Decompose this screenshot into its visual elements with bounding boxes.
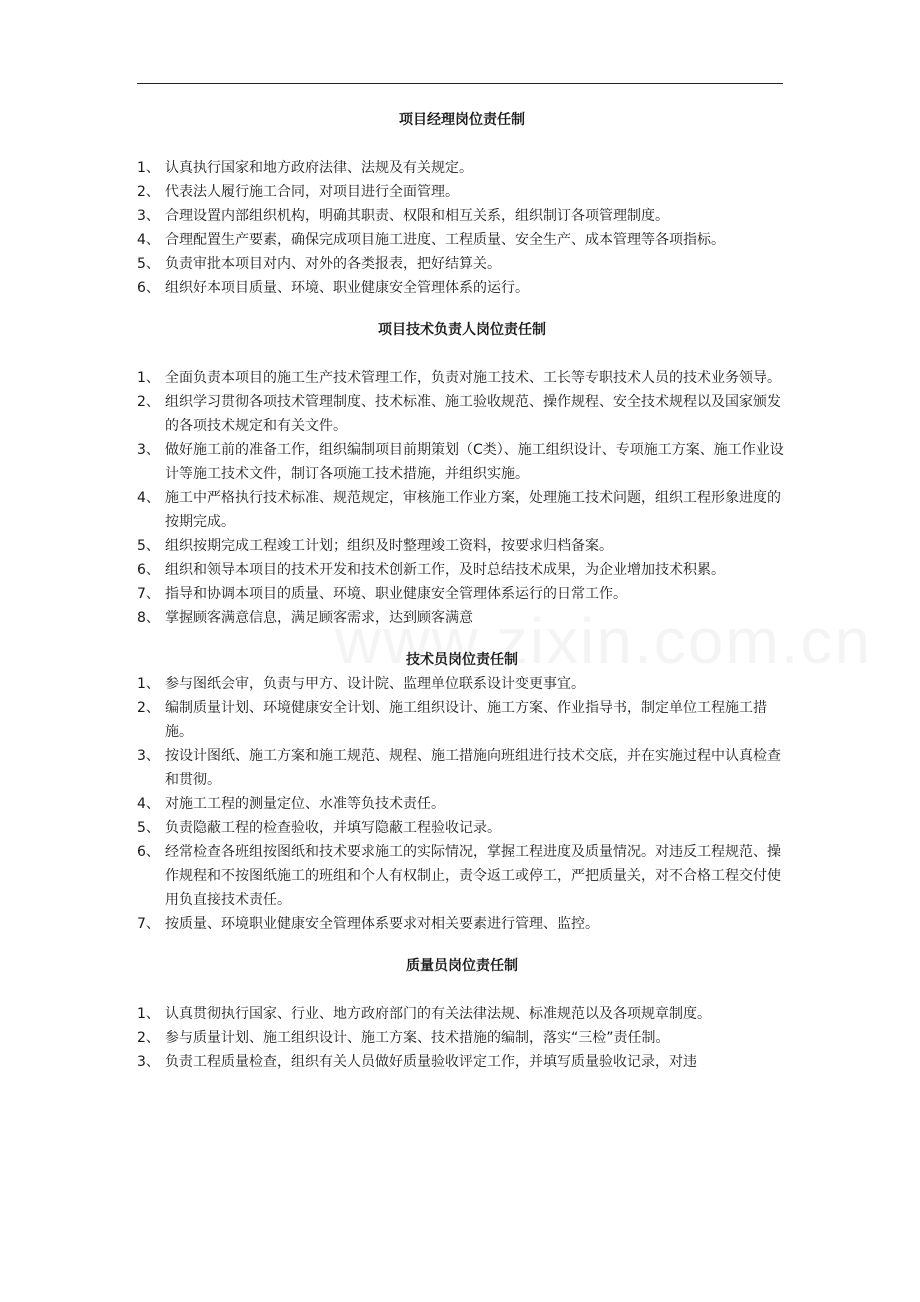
- item-number: 6、: [137, 280, 160, 296]
- item-number: 4、: [137, 232, 160, 248]
- list-item: [137, 156, 787, 180]
- list-item: [137, 438, 787, 486]
- item-number: 1、: [137, 676, 160, 692]
- list-item: [137, 180, 787, 204]
- item-number: 3、: [137, 1054, 160, 1070]
- section-quality-inspector: [137, 954, 787, 1074]
- list-item: [137, 1026, 787, 1050]
- item-number: 6、: [137, 844, 160, 860]
- item-number: 1、: [137, 1006, 160, 1022]
- item-text: 施工中严格执行技术标准、规范规定，审核施工作业方案，处理施工技术问题，组织工程形象进度的按期完成。: [165, 490, 781, 530]
- item-number: 5、: [137, 820, 160, 836]
- item-text: 组织好本项目质量、环境、职业健康安全管理体系的运行。: [165, 280, 529, 296]
- list-item: [137, 486, 787, 534]
- item-text: 组织和领导本项目的技术开发和技术创新工作，及时总结技术成果，为企业增加技术积累。: [165, 562, 725, 578]
- item-text: 组织学习贯彻各项技术管理制度、技术标准、施工验收规范、操作规程、安全技术规程以及国家颁发的各项技术规定和有关文件。: [165, 394, 781, 434]
- item-number: 4、: [137, 490, 160, 506]
- item-text: 参与质量计划、施工组织设计、施工方案、技术措施的编制，落实“三检”责任制。: [165, 1030, 670, 1046]
- list-item: [137, 696, 787, 744]
- duty-list: [137, 366, 787, 630]
- section-technical-lead: [137, 318, 787, 630]
- list-item: [137, 1002, 787, 1026]
- item-text: 按设计图纸、施工方案和施工规范、规程、施工措施向班组进行技术交底，并在实施过程中认真检查和贯彻。: [165, 748, 781, 788]
- item-text: 做好施工前的准备工作，组织编制项目前期策划（C类）、施工组织设计、专项施工方案、施工作业设计等施工技术文件，制订各项施工技术措施，并组织实施。: [165, 442, 784, 482]
- list-item: [137, 840, 787, 912]
- list-item: [137, 606, 787, 630]
- section-title: 质量员岗位责任制: [406, 958, 518, 974]
- item-text: 合理配置生产要素，确保完成项目施工进度、工程质量、安全生产、成本管理等各项指标。: [165, 232, 725, 248]
- item-text: 对施工工程的测量定位、水准等负技术责任。: [165, 796, 445, 812]
- item-text: 合理设置内部组织机构，明确其职责、权限和相互关系，组织制订各项管理制度。: [165, 208, 669, 224]
- list-item: [137, 204, 787, 228]
- item-number: 7、: [137, 916, 160, 932]
- section-technician: [137, 648, 787, 936]
- section-project-manager: [137, 108, 787, 300]
- item-text: 按质量、环境职业健康安全管理体系要求对相关要素进行管理、监控。: [165, 916, 599, 932]
- item-text: 指导和协调本项目的质量、环境、职业健康安全管理体系运行的日常工作。: [165, 586, 627, 602]
- item-text: 编制质量计划、环境健康安全计划、施工组织设计、施工方案、作业指导书，制定单位工程施工措施。: [165, 700, 767, 740]
- item-text: 全面负责本项目的施工生产技术管理工作，负责对施工技术、工长等专职技术人员的技术业务领导。: [165, 370, 781, 386]
- section-title: 技术员岗位责任制: [406, 652, 518, 668]
- item-text: 代表法人履行施工合同，对项目进行全面管理。: [165, 184, 459, 200]
- duty-list: [137, 672, 787, 936]
- list-item: [137, 366, 787, 390]
- list-item: [137, 582, 787, 606]
- item-number: 4、: [137, 796, 160, 812]
- header-rule: [137, 83, 783, 84]
- item-text: 组织按期完成工程竣工计划；组织及时整理竣工资料，按要求归档备案。: [165, 538, 613, 554]
- item-text: 负责隐蔽工程的检查验收，并填写隐蔽工程验收记录。: [165, 820, 501, 836]
- document-body: [137, 108, 787, 1074]
- list-item: [137, 252, 787, 276]
- item-text: 负责工程质量检查，组织有关人员做好质量验收评定工作，并填写质量验收记录，对违: [165, 1054, 697, 1070]
- list-item: [137, 228, 787, 252]
- duty-list: [137, 1002, 787, 1074]
- item-number: 1、: [137, 370, 160, 386]
- item-number: 1、: [137, 160, 160, 176]
- item-text: 参与图纸会审，负责与甲方、设计院、监理单位联系设计变更事宜。: [165, 676, 585, 692]
- item-number: 2、: [137, 700, 160, 716]
- list-item: [137, 558, 787, 582]
- item-number: 7、: [137, 586, 160, 602]
- item-number: 5、: [137, 256, 160, 272]
- list-item: [137, 672, 787, 696]
- duty-list: [137, 156, 787, 300]
- item-number: 3、: [137, 748, 160, 764]
- list-item: [137, 744, 787, 792]
- list-item: [137, 390, 787, 438]
- item-text: 认真贯彻执行国家、行业、地方政府部门的有关法律法规、标准规范以及各项规章制度。: [165, 1006, 711, 1022]
- item-number: 6、: [137, 562, 160, 578]
- list-item: [137, 912, 787, 936]
- section-title: 项目经理岗位责任制: [399, 112, 525, 128]
- list-item: [137, 816, 787, 840]
- item-text: 掌握顾客满意信息，满足顾客需求，达到顾客满意: [165, 610, 473, 626]
- list-item: [137, 792, 787, 816]
- item-number: 2、: [137, 184, 160, 200]
- list-item: [137, 276, 787, 300]
- item-number: 8、: [137, 610, 160, 626]
- item-number: 2、: [137, 1030, 160, 1046]
- item-number: 3、: [137, 208, 160, 224]
- item-number: 3、: [137, 442, 160, 458]
- item-text: 负责审批本项目对内、对外的各类报表，把好结算关。: [165, 256, 501, 272]
- list-item: [137, 1050, 787, 1074]
- item-text: 经常检查各班组按图纸和技术要求施工的实际情况，掌握工程进度及质量情况。对违反工程规范、操作规程和不按图纸施工的班组和个人有权制止，责令返工或停工，严把质量关，对不合格工程交付使用负直接技术责任。: [165, 844, 781, 908]
- list-item: [137, 534, 787, 558]
- item-number: 2、: [137, 394, 160, 410]
- section-title: 项目技术负责人岗位责任制: [378, 322, 546, 338]
- item-text: 认真执行国家和地方政府法律、法规及有关规定。: [165, 160, 473, 176]
- item-number: 5、: [137, 538, 160, 554]
